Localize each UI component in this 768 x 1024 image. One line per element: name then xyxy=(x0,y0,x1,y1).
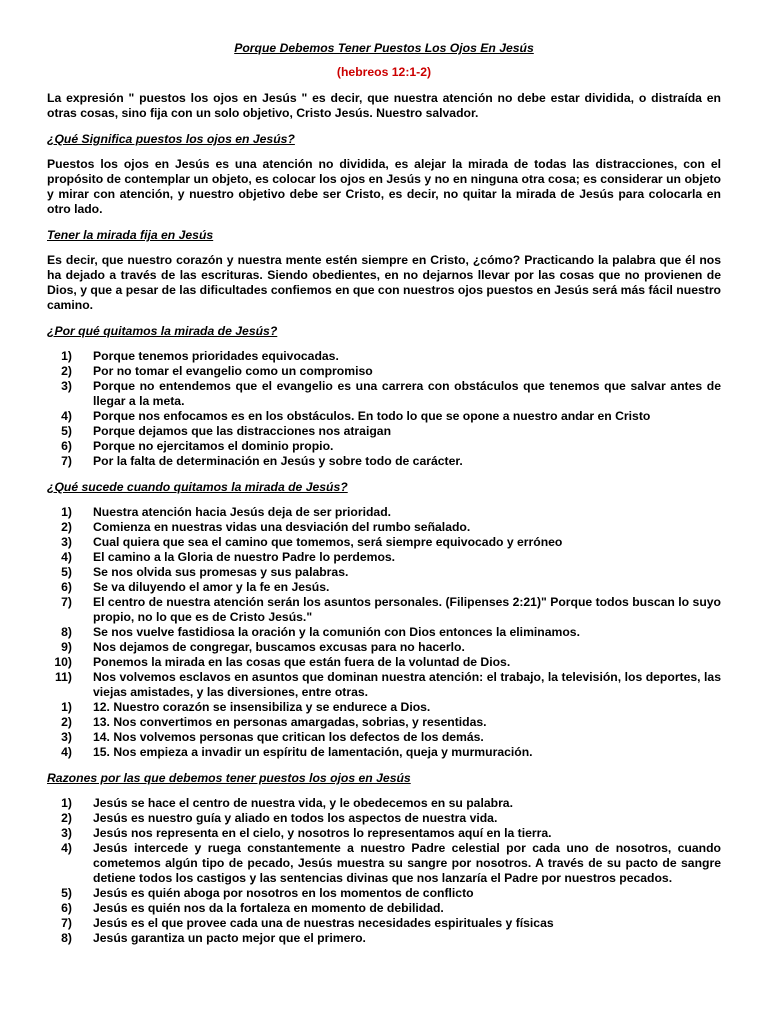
list-item-text: 14. Nos volvemos personas que critican los defectos de los demás. xyxy=(93,730,484,744)
list-item-text: Nuestra atención hacia Jesús deja de ser prioridad. xyxy=(93,505,392,519)
list-item-number: 11) xyxy=(55,670,72,684)
section-heading-reasons: Razones por las que debemos tener puestos los ojos en Jesús xyxy=(47,771,411,785)
list-item-number: 9) xyxy=(61,640,72,654)
list-item xyxy=(47,364,721,379)
list-item-number: 4) xyxy=(61,745,72,759)
list-item xyxy=(47,409,721,424)
list-item xyxy=(47,916,721,931)
list-item xyxy=(47,745,721,760)
list-item-number: 2) xyxy=(61,364,72,378)
list-item xyxy=(47,535,721,550)
list-item-number: 4) xyxy=(61,409,72,423)
list-item xyxy=(47,730,721,745)
list-item xyxy=(47,379,721,409)
list-item-number: 2) xyxy=(61,520,72,534)
list-item-number: 1) xyxy=(61,796,72,810)
list-item xyxy=(47,931,721,946)
list-item xyxy=(47,826,721,841)
list-item-text: 13. Nos convertimos en personas amargadas, sobrias, y resentidas. xyxy=(93,715,487,729)
list-item-text: Jesús es el que provee cada una de nuestras necesidades espirituales y físicas xyxy=(93,916,554,930)
list-item-number: 10) xyxy=(54,655,72,669)
list-item xyxy=(47,886,721,901)
list-item xyxy=(47,901,721,916)
list-item-number: 7) xyxy=(61,916,72,930)
list-item-number: 8) xyxy=(61,625,72,639)
list-item-text: Jesús nos representa en el cielo, y nosotros lo representamos aquí en la tierra. xyxy=(93,826,552,840)
list-item-number: 3) xyxy=(61,535,72,549)
list-item-text: El camino a la Gloria de nuestro Padre lo perdemos. xyxy=(93,550,396,564)
section-heading-what-happens: ¿Qué sucede cuando quitamos la mirada de Jesús? xyxy=(47,480,348,494)
list-item-text: Por no tomar el evangelio como un compromiso xyxy=(93,364,373,378)
list-item-number: 4) xyxy=(61,841,72,855)
list-item-text: Comienza en nuestras vidas una desviación del rumbo señalado. xyxy=(93,520,471,534)
list-item-number: 8) xyxy=(61,931,72,945)
list-item xyxy=(47,640,721,655)
list-item-number: 2) xyxy=(61,715,72,729)
list-item-number: 1) xyxy=(61,700,72,714)
list-item-text: Por la falta de determinación en Jesús y sobre todo de carácter. xyxy=(93,454,463,468)
list-item-text: El centro de nuestra atención serán los asuntos personales. (Filipenses 2:21)" Porque todos buscan lo suyo propio, no lo que es de Cristo Jesús." xyxy=(93,595,721,624)
list-item-number: 5) xyxy=(61,886,72,900)
list-item xyxy=(47,439,721,454)
section-heading-fixed-gaze: Tener la mirada fija en Jesús xyxy=(47,228,214,242)
list-item-number: 3) xyxy=(61,826,72,840)
list-item-text: Porque tenemos prioridades equivocadas. xyxy=(93,349,339,363)
list-item-number: 1) xyxy=(61,349,72,363)
list-item xyxy=(47,670,721,700)
list-item-text: Jesús garantiza un pacto mejor que el primero. xyxy=(93,931,366,945)
list-item-text: Jesús intercede y ruega constantemente a nuestro Padre celestial por cada uno de nosotros, cuando cometemos algún tipo de pecado, Jesús muestra su sangre por nosotros. A través de su pacto de sangre detiene todos los castigos y las sentencias divinas que nos lanzaría el Padre por nuestros pecados. xyxy=(93,841,721,885)
list-item-number: 5) xyxy=(61,424,72,438)
list-item xyxy=(47,811,721,826)
list-item xyxy=(47,520,721,535)
list-item xyxy=(47,841,721,886)
list-item-number: 1) xyxy=(61,505,72,519)
section-heading-why-look-away: ¿Por qué quitamos la mirada de Jesús? xyxy=(47,324,278,338)
list-item-number: 6) xyxy=(61,439,72,453)
list-item xyxy=(47,595,721,625)
list-item-text: Porque nos enfocamos es en los obstáculos. En todo lo que se opone a nuestro andar en Cristo xyxy=(93,409,651,423)
list-item xyxy=(47,625,721,640)
list-item-text: Porque dejamos que las distracciones nos atraigan xyxy=(93,424,392,438)
list-item xyxy=(47,349,721,364)
list-item-number: 3) xyxy=(61,730,72,744)
list-item-text: Ponemos la mirada en las cosas que están fuera de la voluntad de Dios. xyxy=(93,655,511,669)
list-item xyxy=(47,655,721,670)
section-paragraph-fixed-gaze: Es decir, que nuestro corazón y nuestra mente estén siempre en Cristo, ¿cómo? Practicando la palabra que él nos ha dejado a través de las escrituras. Siendo obedientes, en no dejarnos llevar por las cosas que no provienen de Dios, y que a pesar de las dificultades confiemos en que con nuestros ojos puestos en Jesús será más fácil nuestro camino. xyxy=(47,253,721,312)
list-item-text: Se va diluyendo el amor y la fe en Jesús. xyxy=(93,580,330,594)
intro-paragraph: La expresión " puestos los ojos en Jesús " es decir, que nuestra atención no debe estar dividida, o distraída en otras cosas, sino fija con un solo objetivo, Cristo Jesús. Nuestro salvador. xyxy=(47,91,721,120)
list-item xyxy=(47,550,721,565)
list-why-look-away xyxy=(47,349,721,469)
list-item-text: Porque no entendemos que el evangelio es una carrera con obstáculos que tenemos que salvar antes de llegar a la meta. xyxy=(93,379,721,408)
list-item xyxy=(47,796,721,811)
list-item-text: Jesús es nuestro guía y aliado en todos los aspectos de nuestra vida. xyxy=(93,811,498,825)
section-paragraph-meaning: Puestos los ojos en Jesús es una atención no dividida, es alejar la mirada de todas las distracciones, con el propósito de contemplar un objeto, es colocar los ojos en Jesús y no en ninguna otra cosa; es considerar un objeto y mirar con atención, y nuestro objetivo debe ser Cristo, es decir, no quitar la mirada de Jesús para colocarla en otro lado. xyxy=(47,157,721,216)
list-item xyxy=(47,715,721,730)
bible-reference: (hebreos 12:1-2) xyxy=(336,65,432,79)
list-item-number: 7) xyxy=(61,595,72,609)
list-item xyxy=(47,700,721,715)
list-item xyxy=(47,424,721,439)
list-item-text: Nos dejamos de congregar, buscamos excusas para no hacerlo. xyxy=(93,640,465,654)
list-item-number: 4) xyxy=(61,550,72,564)
list-item-text: Cual quiera que sea el camino que tomemos, será siempre equivocado y erróneo xyxy=(93,535,563,549)
list-item-text: Se nos olvida sus promesas y sus palabras. xyxy=(93,565,349,579)
list-item-text: Jesús es quién aboga por nosotros en los momentos de conflicto xyxy=(93,886,474,900)
list-item-text: Jesús se hace el centro de nuestra vida, y le obedecemos en su palabra. xyxy=(93,796,513,810)
list-item-number: 7) xyxy=(61,454,72,468)
list-item-text: Porque no ejercitamos el dominio propio. xyxy=(93,439,334,453)
list-item-text: 15. Nos empieza a invadir un espíritu de lamentación, queja y murmuración. xyxy=(93,745,533,759)
list-item xyxy=(47,580,721,595)
list-item xyxy=(47,565,721,580)
list-what-happens xyxy=(47,505,721,760)
list-reasons xyxy=(47,796,721,946)
list-item-number: 2) xyxy=(61,811,72,825)
list-item-number: 3) xyxy=(61,379,72,393)
list-item-text: Nos volvemos esclavos en asuntos que dominan nuestra atención: el trabajo, la televisión, los deportes, las viejas amistades, y las diversiones, entre otras. xyxy=(93,670,721,699)
list-item-text: Jesús es quién nos da la fortaleza en momento de debilidad. xyxy=(93,901,444,915)
list-item xyxy=(47,454,721,469)
list-item xyxy=(47,505,721,520)
list-item-number: 5) xyxy=(61,565,72,579)
list-item-text: 12. Nuestro corazón se insensibiliza y se endurece a Dios. xyxy=(93,700,431,714)
list-item-text: Se nos vuelve fastidiosa la oración y la comunión con Dios entonces la eliminamos. xyxy=(93,625,580,639)
list-item-number: 6) xyxy=(61,580,72,594)
section-heading-meaning: ¿Qué Significa puestos los ojos en Jesús? xyxy=(47,132,295,146)
document-title: Porque Debemos Tener Puestos Los Ojos En Jesús xyxy=(234,41,534,55)
list-item-number: 6) xyxy=(61,901,72,915)
